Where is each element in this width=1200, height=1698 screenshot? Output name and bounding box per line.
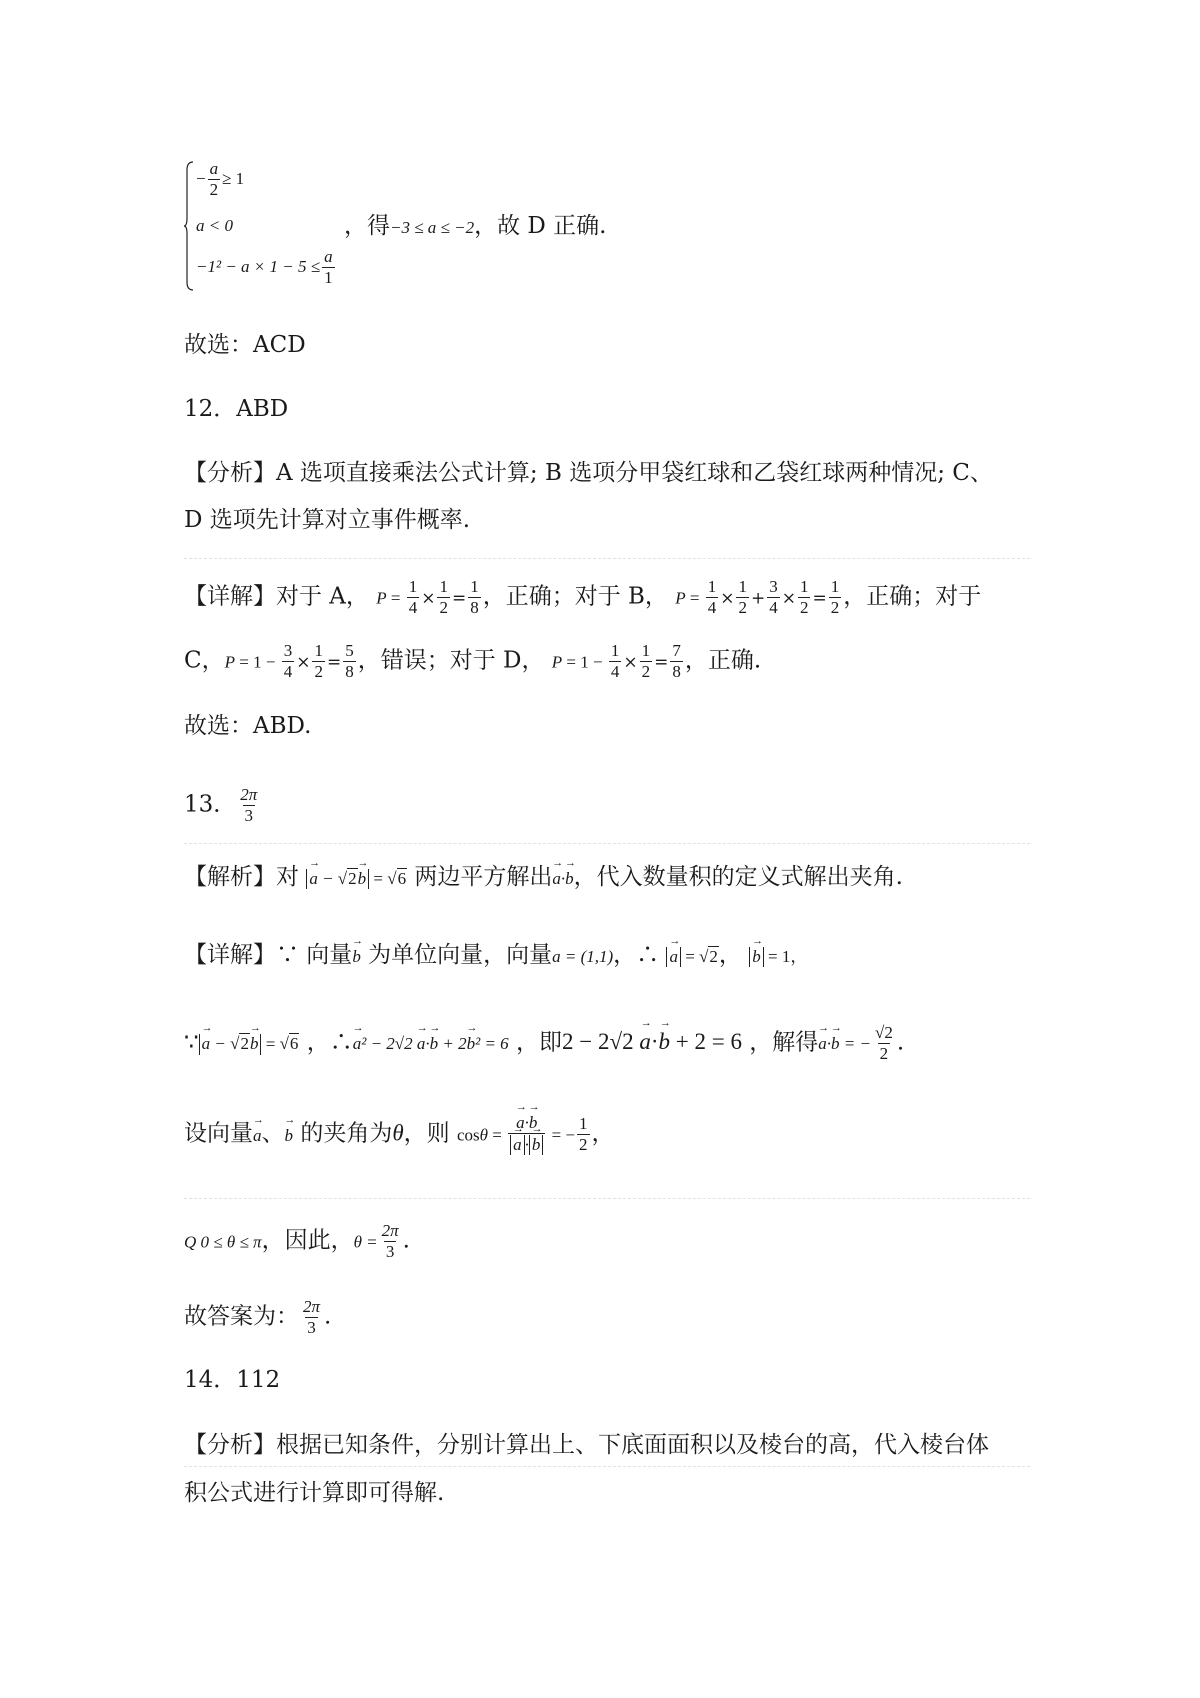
- system-brace: [184, 160, 194, 292]
- system-conclusion: ，得−3 ≤ a ≤ −2，故 D 正确.: [344, 213, 607, 239]
- analysis-12-line-2: D 选项先计算对立事件概率.: [184, 507, 471, 533]
- system-row-3: −1² − a × 1 − 5 ≤ $\frac{a}{1}$: [196, 247, 333, 287]
- divider: [184, 843, 1030, 844]
- analysis-14-line-1: 【分析】根据已知条件，分别计算出上、下底面面积以及棱台的高，代入棱台体: [184, 1432, 989, 1458]
- detail-13-line-3: 设向量→ a、→ b 的夹角为θ，则 cosθ = → a·→ b → a ·→ b = − $\frac{1}{2}$ ，: [184, 1114, 615, 1155]
- divider: [184, 1466, 1030, 1467]
- question-13-number: 13． $\frac{2\pi}{3}$: [184, 785, 258, 825]
- detail-13-line-4: Q 0 ≤ θ ≤ π，因此，θ = $\frac{2\pi}{3}$ .: [184, 1221, 410, 1261]
- detail-12-line-2: C，P = 1 − $\frac{3}{4}$ × $\frac{1}{2}$ = $\frac{5}{8}$ ，错误；对于 D， P = 1 − $\frac{1}{4}$ × $\frac{1}{2}$ = $\frac{7}{8}$ ，正确.: [184, 641, 762, 681]
- question-12-number: 12．ABD: [184, 396, 289, 422]
- analysis-12-line-1: 【分析】A 选项直接乘法公式计算; B 选项分甲袋红球和乙袋红球两种情况; C、: [184, 460, 993, 486]
- question-14-number: 14．112: [184, 1367, 281, 1393]
- detail-13-line-2: ∵→ a − √2→ b = √6 ，∴→ a² − 2√2 → a·→ b + 2→ b² = 6 ，即2 − 2√2 → a·→ b + 2 = 6 ，解得→ a·→ b = − $\frac{√2}{2}$ .: [184, 1024, 904, 1063]
- analysis-14-line-2: 积公式进行计算即可得解.: [184, 1480, 445, 1506]
- answer-11: 故选：ACD: [184, 332, 306, 358]
- system-row-1: − $\frac{a}{2}$ ≥ 1: [196, 159, 245, 199]
- detail-12-line-1: 【详解】对于 A， P = $\frac{1}{4}$ × $\frac{1}{2}$ = $\frac{1}{8}$ ，正确；对于 B， P = $\frac{1}{4}$ × $\frac{1}{2}$ + $\frac{3}{4}$ × $\frac{1}{2}$ = $\frac{1}{2}$ ，正确；对于: [184, 577, 982, 617]
- system-row-2: a < 0: [196, 216, 233, 235]
- analysis-13: 【解析】对 → a − √2→ b = √6 两边平方解出→ a·→ b，代入数量积的定义式解出夹角.: [184, 866, 903, 889]
- divider: [184, 558, 1030, 559]
- analysis-tag: 【分析】: [184, 460, 276, 486]
- divider: [184, 1198, 1030, 1199]
- answer-13: 故答案为： $\frac{2\pi}{3}$ .: [184, 1297, 332, 1337]
- detail-13-line-1: 【详解】∵ 向量→ b 为单位向量，向量a = (1,1)，∴ → a = √2， → b = 1，: [184, 944, 807, 967]
- answer-12: 故选：ABD.: [184, 713, 312, 739]
